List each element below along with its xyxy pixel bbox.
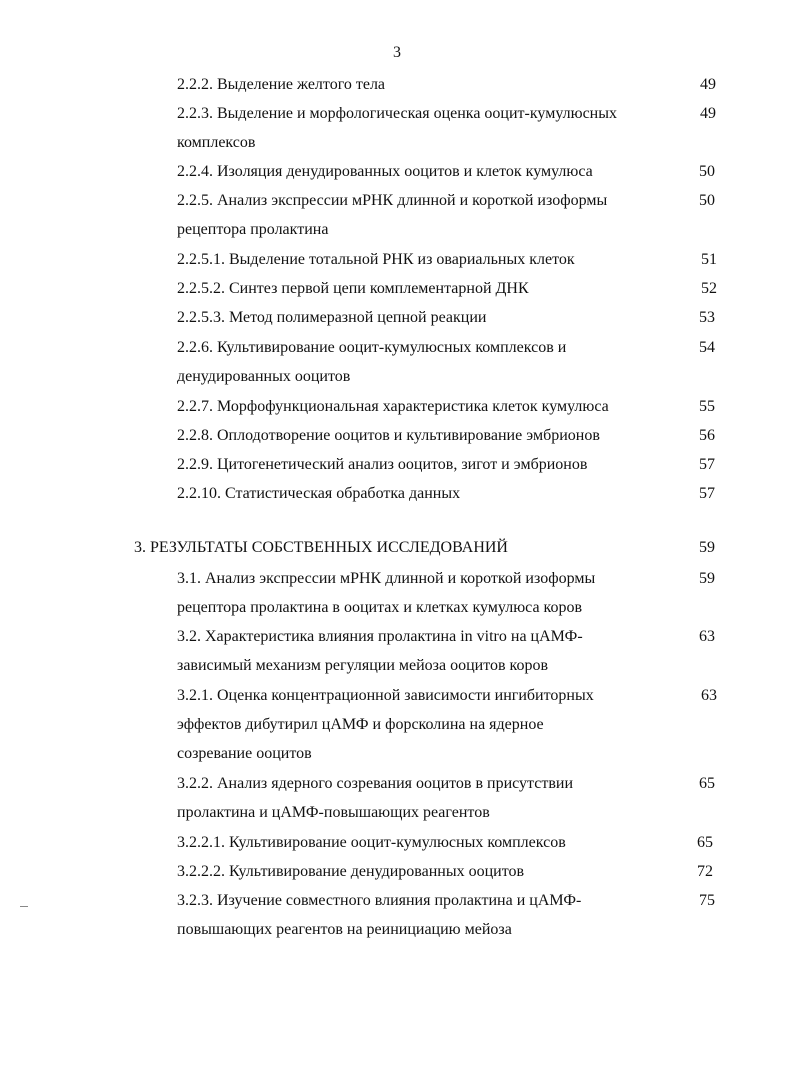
toc-entry-line: пролактина и цАМФ-повышающих реагентов xyxy=(177,804,490,821)
toc-entry-line: денудированных ооцитов xyxy=(177,368,351,385)
toc-entry-line: 2.2.5. Анализ экспрессии мРНК длинной и короткой изоформы xyxy=(177,192,608,209)
toc-entry-line: 3.2.3. Изучение совместного влияния пролактина и цАМФ- xyxy=(177,892,582,909)
toc-entry-line: эффектов дибутирил цАМФ и форсколина на ядерное xyxy=(177,716,544,733)
toc-entry-2-2-5 xyxy=(177,186,607,244)
toc-page-number: 49 xyxy=(700,105,716,122)
toc-entry-2-2-5-2 xyxy=(177,274,529,303)
toc-entry-line: 2.2.2. Выделение желтого тела xyxy=(177,76,386,93)
toc-entry-line: 3.2.2.2. Культивирование денудированных ооцитов xyxy=(177,863,525,880)
toc-entry-3-1 xyxy=(177,564,595,622)
toc-entry-line: 3.2. Характеристика влияния пролактина in vitro на цАМФ- xyxy=(177,628,583,645)
toc-entry-2-2-6 xyxy=(177,333,566,391)
toc-page-number: 59 xyxy=(699,570,715,587)
toc-chapter-3 xyxy=(134,533,508,562)
toc-page-number: 54 xyxy=(699,339,715,356)
margin-mark xyxy=(20,906,28,907)
toc-entry-line: 2.2.8. Оплодотворение ооцитов и культивирование эмбрионов xyxy=(177,427,600,444)
toc-page-number: 57 xyxy=(699,456,715,473)
toc-page-number: 50 xyxy=(699,192,715,209)
toc-entry-line: 2.2.5.1. Выделение тотальной РНК из овариальных клеток xyxy=(177,251,575,268)
toc-entry-2-2-9 xyxy=(177,450,587,479)
toc-page-number: 51 xyxy=(701,251,717,268)
toc-page-number: 57 xyxy=(699,485,715,502)
toc-page-number: 72 xyxy=(697,863,713,880)
toc-entry-2-2-7 xyxy=(177,392,609,421)
toc-entry-line: 2.2.7. Морфофункциональная характеристика клеток кумулюса xyxy=(177,398,609,415)
toc-page-number: 65 xyxy=(697,834,713,851)
toc-entry-line: 3.2.2.1. Культивирование ооцит-кумулюсных комплексов xyxy=(177,834,566,851)
toc-page-number: 63 xyxy=(699,628,715,645)
toc-page-number: 75 xyxy=(699,892,715,909)
toc-entry-line: рецептора пролактина в ооцитах и клетках кумулюса коров xyxy=(177,599,583,616)
toc-entry-3-2-3 xyxy=(177,886,581,944)
toc-entry-line: рецептора пролактина xyxy=(177,221,329,238)
toc-entry-line: 2.2.9. Цитогенетический анализ ооцитов, зигот и эмбрионов xyxy=(177,456,588,473)
toc-entry-2-2-4 xyxy=(177,157,593,186)
toc-page-number: 49 xyxy=(700,76,716,93)
toc-page-number: 52 xyxy=(701,280,717,297)
toc-entry-2-2-5-1 xyxy=(177,245,575,274)
toc-entry-line: 2.2.4. Изоляция денудированных ооцитов и клеток кумулюса xyxy=(177,163,593,180)
toc-entry-line: комплексов xyxy=(177,134,256,151)
toc-entry-line: 2.2.6. Культивирование ооцит-кумулюсных комплексов и xyxy=(177,339,567,356)
toc-page-number: 56 xyxy=(699,427,715,444)
toc-entry-line: 2.2.5.2. Синтез первой цепи комплементарной ДНК xyxy=(177,280,529,297)
toc-entry-line: 3.2.2. Анализ ядерного созревания ооцитов в присутствии xyxy=(177,775,573,792)
toc-entry-2-2-5-3 xyxy=(177,303,486,332)
toc-entry-3-2 xyxy=(177,622,583,680)
toc-entry-line: 2.2.3. Выделение и морфологическая оценка ооцит-кумулюсных xyxy=(177,105,617,122)
toc-page-number: 55 xyxy=(699,398,715,415)
toc-entry-line: 2.2.10. Статистическая обработка данных xyxy=(177,485,461,502)
toc-entry-line: повышающих реагентов на реинициацию мейоза xyxy=(177,921,512,938)
toc-entry-line: 3.1. Анализ экспрессии мРНК длинной и короткой изоформы xyxy=(177,570,596,587)
toc-page-number: 53 xyxy=(699,309,715,326)
toc-entry-3-2-1 xyxy=(177,681,594,768)
toc-page-number: 50 xyxy=(699,163,715,180)
toc-page-number: 59 xyxy=(699,539,715,556)
toc-entry-3-2-2-1 xyxy=(177,828,566,857)
toc-entry-line: 3.2.1. Оценка концентрационной зависимости ингибиторных xyxy=(177,687,594,704)
toc-entry-line: 3. РЕЗУЛЬТАТЫ СОБСТВЕННЫХ ИССЛЕДОВАНИЙ xyxy=(134,539,508,556)
toc-entry-line: 2.2.5.3. Метод полимеразной цепной реакции xyxy=(177,309,487,326)
toc-page-number: 65 xyxy=(699,775,715,792)
toc-page-number: 63 xyxy=(701,687,717,704)
toc-entry-2-2-10 xyxy=(177,479,460,508)
toc-entry-line: зависимый механизм регуляции мейоза ооцитов коров xyxy=(177,657,549,674)
toc-entry-2-2-8 xyxy=(177,421,600,450)
toc-entry-3-2-2-2 xyxy=(177,857,524,886)
toc-entry-3-2-2 xyxy=(177,769,573,827)
toc-entry-2-2-3 xyxy=(177,99,617,157)
toc-entry-line: созревание ооцитов xyxy=(177,745,312,762)
toc-entry-2-2-2 xyxy=(177,70,385,99)
page-number: 3 xyxy=(393,44,401,61)
